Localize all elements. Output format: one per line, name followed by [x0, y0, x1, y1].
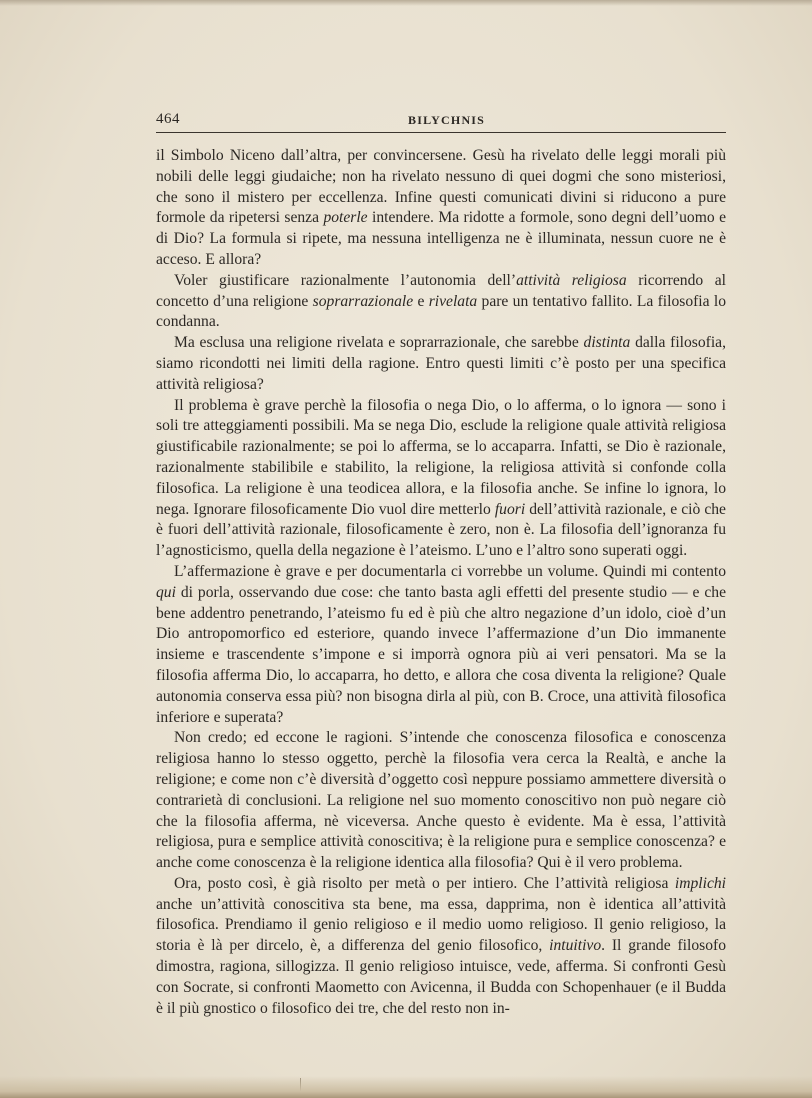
- text-run: intendere. Ma ridotte a formole, sono degni dell’uomo e di Dio? La formula si ripete, ma nessuna intelligenza ne è illuminata, nessun cuore ne è acceso. E allora?: [156, 209, 726, 268]
- text-run: Ora, posto così, è già risolto per metà o per intiero. Che l’attività religiosa: [174, 874, 675, 892]
- italic-text: rivelata: [428, 292, 478, 310]
- italic-text: soprarrazionale: [312, 292, 414, 310]
- text-run: Non credo; ed eccone le ragioni. S’intende che conoscenza filosofica e conoscenza religiosa hanno lo stesso oggetto, perchè la filosofia vera cerca la Realtà, e anche la religione; e come non c’è diversità d’oggetto così neppure possiamo ammettere diversità o contrarietà di conclusioni. La religione nel suo momento conoscitivo non può negare ciò che la filosofia afferma, nè viceversa. Anche questo è evidente. Ma è essa, l’attività religiosa, pura e semplice attività conoscitiva; è la religione pura e semplice conoscenza? e anche come conoscenza è la religione identica alla filosofia? Qui è il vero problema.: [156, 729, 726, 872]
- paragraph: [156, 874, 726, 1020]
- paragraph: [156, 562, 726, 728]
- text-run: L’affermazione è grave e per documentarla ci vorrebbe un volume. Quindi mi contento: [174, 562, 726, 580]
- italic-text: poterle: [323, 209, 368, 227]
- text-run: di porla, osservando due cose: che tanto basta agli effetti del presente studio — e che bene addentro penetrando, l’ateismo fu ed è più che altro negazione d’un idolo, cioè d’un Dio antropomorfico ed esteriore, quando invece l’affermazione d’un Dio immanente insieme e trascendente s’impone e si imporrà ognora più ai veri pensatori. Ma se la filosofia afferma Dio, lo accaparra, ho detto, e allora che cosa diventa la religione? Quale autonomia conserva essa più? non bisogna dirla al più, con B. Croce, una attività filosofica inferiore e superata?: [156, 583, 726, 726]
- text-run: pare un tentativo fallito. La filosofia lo condanna.: [156, 292, 726, 331]
- text-run: Voler giustificare razionalmente l’autonomia dell’: [174, 271, 517, 289]
- paragraph: [156, 396, 726, 562]
- header-rule: [156, 132, 726, 133]
- italic-text: attività religiosa: [516, 271, 627, 289]
- paragraph: [156, 271, 726, 333]
- body-text: [156, 146, 726, 1019]
- italic-text: distinta: [583, 334, 631, 352]
- italic-text: qui: [156, 583, 176, 601]
- italic-text: intuitivo: [549, 937, 602, 955]
- text-run: anche un’attività conoscitiva sta bene, ma essa, dapprima, non è identica all’attività filosofica. Prendiamo il genio religioso e il medio uomo religioso. Il genio religioso, la storia è là per dircelo, è, a differenza del genio filosofico,: [156, 895, 726, 955]
- paragraph: [156, 146, 726, 271]
- text-run: il Simbolo Niceno dall’altra, per convincersene. Gesù ha rivelato delle leggi morali più nobili delle leggi giudaiche; non ha rivelato nessuno di quei dogmi che sono misteriosi, che sono il mistero per eccellenza. Infine questi comunicati divini si riducono a pure formole da ripetersi senza: [156, 147, 726, 227]
- text-run: ricorrendo al concetto d’una religione: [156, 271, 726, 310]
- text-run: dell’attività razionale, e ciò che è fuori dell’attività razionale, filosoficamente è zero, non è. La filosofia dell’ignoranza fu l’agnosticismo, quella della negazione è l’ateismo. L’uno e l’altro sono superati oggi.: [156, 500, 726, 560]
- text-run: dalla filosofia, siamo ricondotti nei limiti della ragione. Entro questi limiti c’è posto per una specifica attività religiosa?: [156, 334, 726, 393]
- paragraph: [156, 333, 726, 395]
- text-run: Il problema è grave perchè la filosofia o nega Dio, o lo afferma, o lo ignora — sono i soli tre atteggiamenti possibili. Ma se nega Dio, esclude la religione quale attività religiosa giustificabile razionalmente; se poi lo afferma, se lo accaparra. Infatti, se Dio è razionale, razionalmente stabilibile e stabilito, la religione, la religiosa attività si confonde colla filosofica. La religione è una teodicea allora, e la filosofia anche. Se infine lo ignora, lo nega. Ignorare filosoficamente Dio vuol dire metterlo: [156, 396, 726, 518]
- text-run: e: [413, 292, 429, 310]
- italic-text: fuori: [494, 500, 526, 518]
- running-head: BILYCHNIS: [408, 113, 486, 127]
- page-top-shadow: [0, 0, 812, 6]
- page-number: 464: [156, 111, 180, 127]
- text-run: Ma esclusa una religione rivelata e soprarrazionale, che sarebbe: [174, 334, 584, 352]
- page-header: [156, 111, 726, 133]
- paragraph: [156, 728, 726, 874]
- page-bottom-shadow: [0, 1076, 812, 1098]
- italic-text: implichi: [674, 874, 726, 892]
- text-run: . Il grande filosofo dimostra, ragiona, sillogizza. Il genio religioso intuisce, vede, afferma. Si confronti Gesù con Socrate, si confronti Maometto con Avicenna, il Budda con Schopenhauer (e il Budda è il più gnostico o filosofico dei tre, che del resto non in-: [156, 937, 726, 1017]
